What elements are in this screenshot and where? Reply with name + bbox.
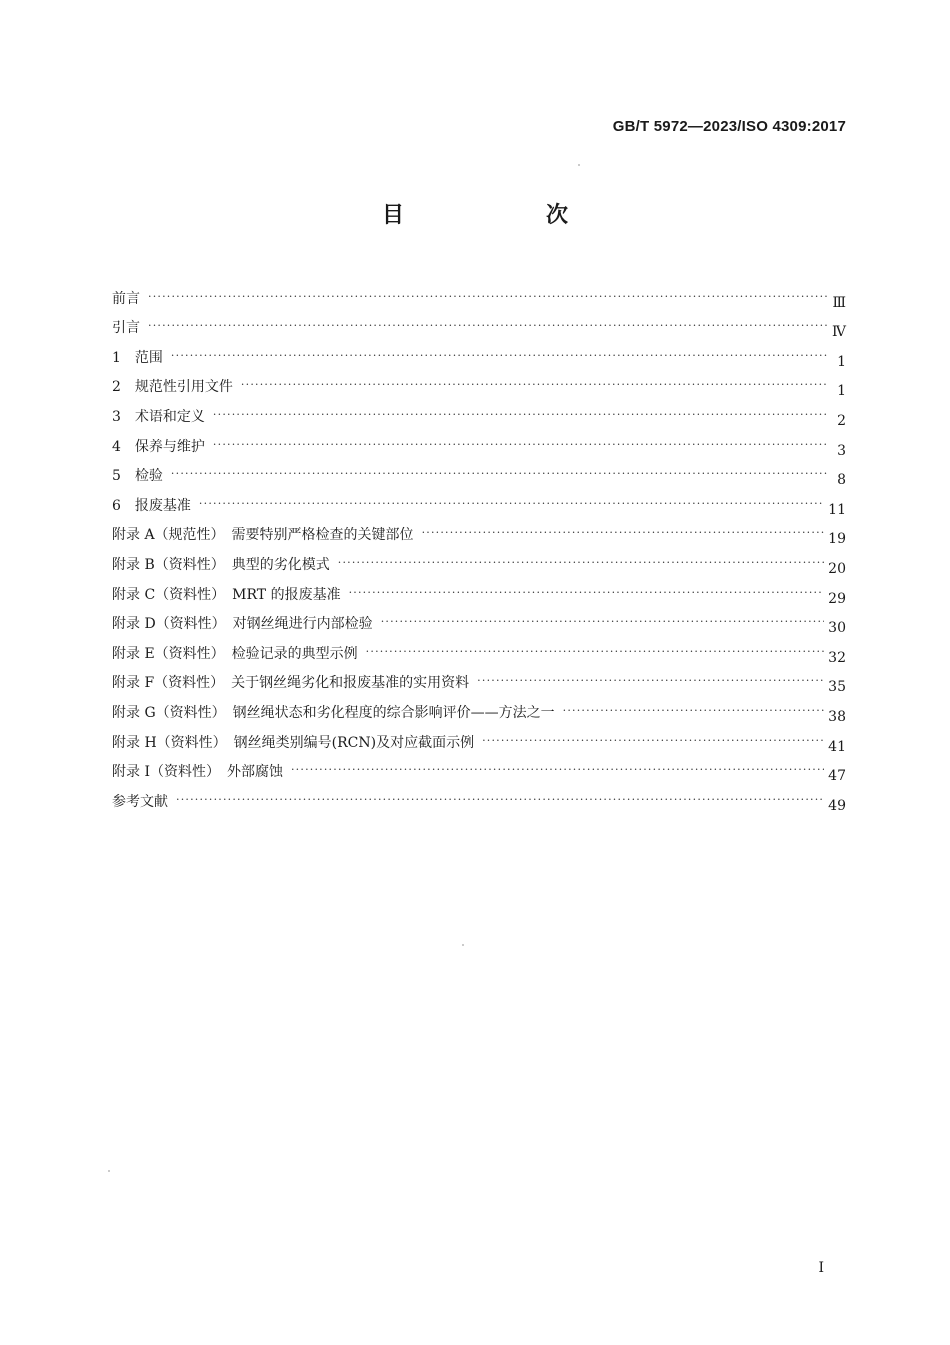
toc-entry-page: 19 <box>828 531 846 548</box>
toc-entry-label: 附录 E（资料性） 检验记录的典型示例 <box>112 645 358 662</box>
toc-entry-page: 2 <box>837 412 846 429</box>
toc-entry-page: 20 <box>828 560 846 577</box>
toc-entry[interactable] <box>112 308 846 341</box>
toc-entry-label: 1 范围 <box>112 349 163 366</box>
standard-code: GB/T 5972—2023/ISO 4309:2017 <box>612 118 846 135</box>
toc-entry[interactable] <box>112 574 846 607</box>
toc-entry-label: 引言 <box>112 320 140 337</box>
toc-leader-dots <box>381 613 824 631</box>
toc-entry-label: 3 术语和定义 <box>112 408 205 425</box>
toc-leader-dots <box>213 406 828 424</box>
toc-leader-dots <box>213 436 828 454</box>
toc-entry-page: 3 <box>837 442 846 459</box>
toc-entry-label: 附录 B（资料性） 典型的劣化模式 <box>112 556 330 573</box>
scan-speck <box>578 164 580 166</box>
toc-entry-page: 47 <box>828 768 846 785</box>
toc-entry[interactable] <box>112 692 846 725</box>
page-title: 目 次 <box>381 203 628 228</box>
toc-entry-label: 6 报废基准 <box>112 497 191 514</box>
table-of-contents <box>112 278 846 814</box>
toc-entry[interactable] <box>112 485 846 518</box>
toc-entry-page: 29 <box>828 590 846 607</box>
toc-leader-dots <box>338 554 824 572</box>
toc-entry[interactable] <box>112 515 846 548</box>
toc-entry[interactable] <box>112 633 846 666</box>
scan-speck <box>108 1170 110 1172</box>
toc-entry-page: 41 <box>828 738 846 755</box>
toc-leader-dots <box>366 643 825 661</box>
toc-entry[interactable] <box>112 426 846 459</box>
toc-entry[interactable] <box>112 337 846 370</box>
toc-entry-page: 1 <box>837 353 846 370</box>
toc-leader-dots <box>171 465 828 483</box>
toc-entry-label: 2 规范性引用文件 <box>112 379 233 396</box>
toc-entry-label: 参考文献 <box>112 793 168 810</box>
toc-entry-label: 附录 I（资料性） 外部腐蚀 <box>112 764 283 781</box>
toc-entry-label: 附录 F（资料性） 关于钢丝绳劣化和报废基准的实用资料 <box>112 675 470 692</box>
toc-entry-page: 35 <box>828 679 846 696</box>
toc-entry-page: 8 <box>837 472 846 489</box>
toc-entry[interactable] <box>112 663 846 696</box>
toc-entry-label: 4 保养与维护 <box>112 438 205 455</box>
toc-leader-dots <box>148 317 828 335</box>
toc-leader-dots <box>349 584 825 602</box>
toc-entry[interactable] <box>112 456 846 489</box>
toc-entry[interactable] <box>112 278 846 311</box>
toc-leader-dots <box>477 672 824 690</box>
toc-entry-page: 11 <box>828 501 846 518</box>
toc-leader-dots <box>148 288 828 306</box>
toc-leader-dots <box>482 732 824 750</box>
toc-leader-dots <box>563 702 825 720</box>
toc-entry-label: 附录 D（资料性） 对钢丝绳进行内部检验 <box>112 616 373 633</box>
toc-leader-dots <box>291 761 824 779</box>
toc-entry[interactable] <box>112 604 846 637</box>
toc-entry-label: 5 检验 <box>112 468 163 485</box>
scan-speck <box>462 944 464 946</box>
toc-entry-page: Ⅲ <box>832 294 846 311</box>
toc-entry[interactable] <box>112 367 846 400</box>
toc-entry-page: 32 <box>828 649 846 666</box>
toc-leader-dots <box>422 524 825 542</box>
toc-entry[interactable] <box>112 752 846 785</box>
toc-entry-label: 附录 H（资料性） 钢丝绳类别编号(RCN)及对应截面示例 <box>112 734 475 751</box>
toc-entry-page: 38 <box>828 708 846 725</box>
toc-entry-label: 附录 G（资料性） 钢丝绳状态和劣化程度的综合影响评价——方法之一 <box>112 704 555 721</box>
toc-leader-dots <box>199 495 824 513</box>
toc-entry[interactable] <box>112 544 846 577</box>
toc-leader-dots <box>241 376 828 394</box>
toc-entry-label: 附录 C（资料性） MRT 的报废基准 <box>112 586 341 603</box>
toc-leader-dots <box>176 791 824 809</box>
page-number: I <box>818 1260 824 1276</box>
toc-entry-page: 1 <box>837 383 846 400</box>
toc-entry-page: 49 <box>828 797 846 814</box>
toc-entry-page: Ⅳ <box>832 324 846 341</box>
toc-entry-label: 附录 A（规范性） 需要特别严格检查的关键部位 <box>112 527 414 544</box>
toc-entry-page: 30 <box>828 620 846 637</box>
toc-entry-label: 前言 <box>112 290 140 307</box>
toc-entry[interactable] <box>112 781 846 814</box>
toc-entry[interactable] <box>112 722 846 755</box>
toc-entry[interactable] <box>112 396 846 429</box>
toc-leader-dots <box>171 347 828 365</box>
